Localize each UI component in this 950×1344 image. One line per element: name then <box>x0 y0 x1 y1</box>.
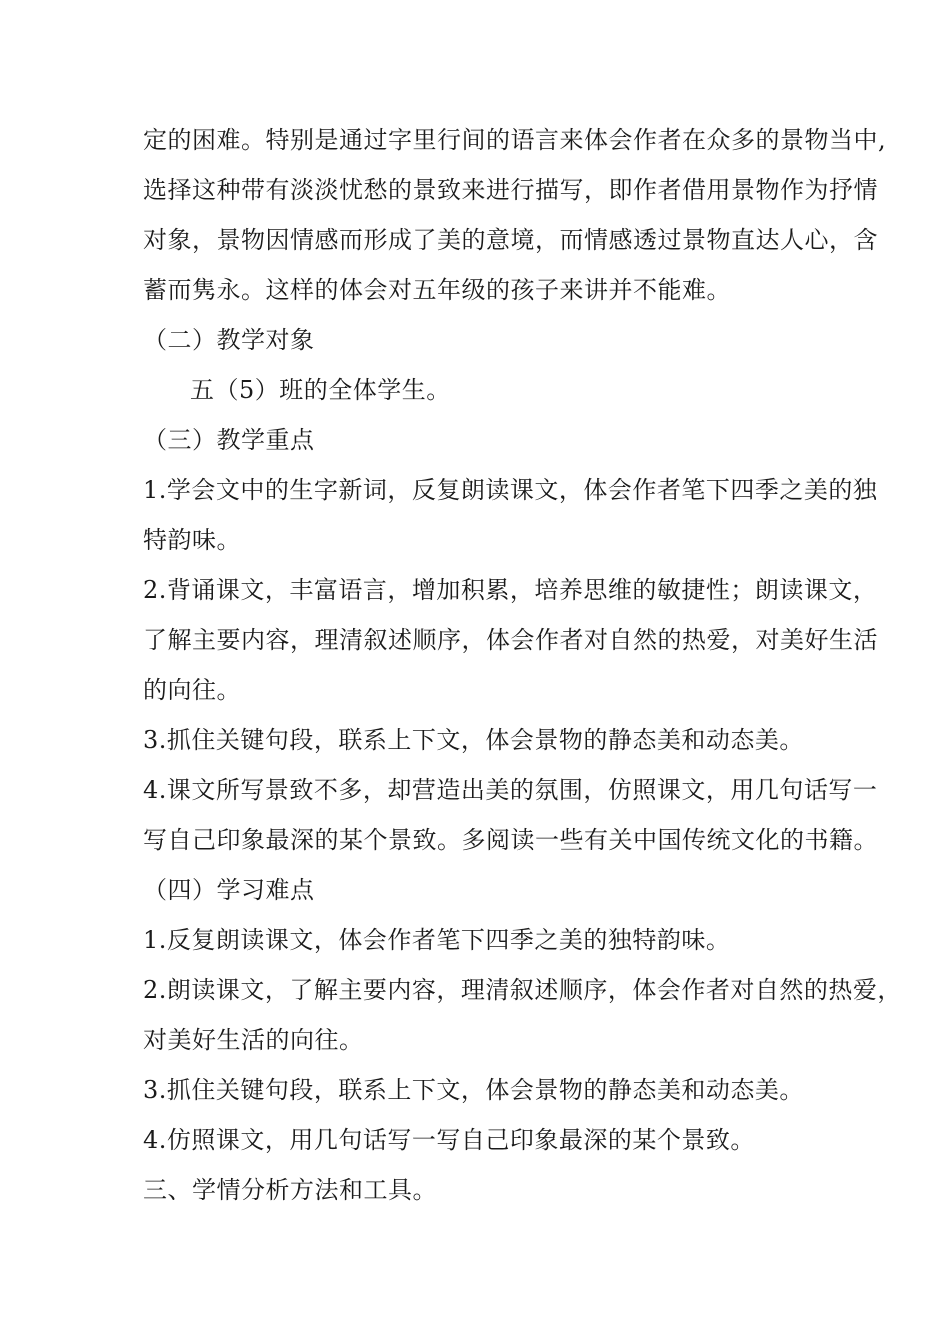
paragraph-line: 对象，景物因情感而形成了美的意境，而情感透过景物直达人心，含 <box>143 226 878 254</box>
list-item-line: 对美好生活的向往。 <box>143 1026 364 1054</box>
section-heading-teaching-focus: （三）教学重点 <box>143 426 315 454</box>
section-heading-learning-difficulty: （四）学习难点 <box>143 876 315 904</box>
list-item-line: 3.抓住关键句段，联系上下文，体会景物的静态美和动态美。 <box>143 726 804 754</box>
section-heading-teaching-object: （二）教学对象 <box>143 326 315 354</box>
paragraph-line: 五（5）班的全体学生。 <box>190 376 451 404</box>
list-item-line: 4.仿照课文，用几句话写一写自己印象最深的某个景致。 <box>143 1126 755 1154</box>
paragraph-line: 选择这种带有淡淡忧愁的景致来进行描写，即作者借用景物作为抒情 <box>143 176 878 204</box>
list-item-line: 3.抓住关键句段，联系上下文，体会景物的静态美和动态美。 <box>143 1076 804 1104</box>
paragraph-line: 蓄而隽永。这样的体会对五年级的孩子来讲并不能难。 <box>143 276 731 304</box>
list-item-line: 2.背诵课文，丰富语言，增加积累，培养思维的敏捷性；朗读课文， <box>143 576 878 604</box>
section-heading-analysis-methods: 三、学情分析方法和工具。 <box>143 1176 437 1204</box>
list-item-line: 1.反复朗读课文，体会作者笔下四季之美的独特韵味。 <box>143 926 731 954</box>
paragraph-line: 定的困难。特别是通过字里行间的语言来体会作者在众多的景物当中, <box>143 126 887 154</box>
list-item-line: 4.课文所写景致不多，却营造出美的氛围，仿照课文，用几句话写一 <box>143 776 878 804</box>
list-item-line: 的向往。 <box>143 676 241 704</box>
list-item-line: 特韵味。 <box>143 526 241 554</box>
list-item-line: 写自己印象最深的某个景致。多阅读一些有关中国传统文化的书籍。 <box>143 826 878 854</box>
list-item-line: 了解主要内容，理清叙述顺序，体会作者对自然的热爱，对美好生活 <box>143 626 878 654</box>
list-item-line: 2.朗读课文，了解主要内容，理清叙述顺序，体会作者对自然的热爱， <box>143 976 902 1004</box>
list-item-line: 1.学会文中的生字新词，反复朗读课文，体会作者笔下四季之美的独 <box>143 476 878 504</box>
